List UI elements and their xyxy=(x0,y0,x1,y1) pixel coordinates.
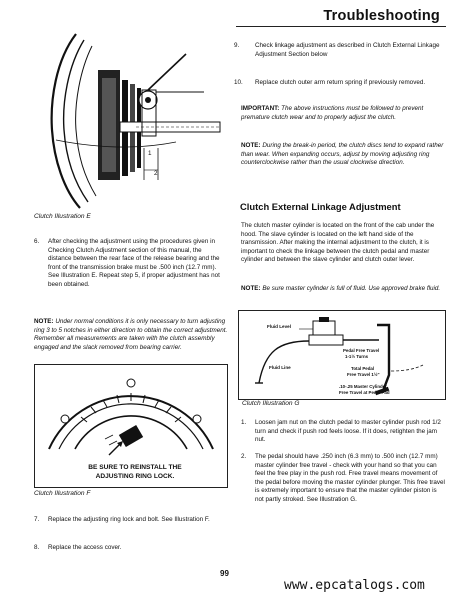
illustration-e-label-2: 2 xyxy=(154,170,158,177)
label-fluid-line: Fluid Line xyxy=(269,365,291,370)
break-in-note-label: NOTE: xyxy=(241,142,261,149)
caption-illustration-g: Clutch Illustration G xyxy=(242,400,300,407)
caption-illustration-e: Clutch Illustration E xyxy=(34,213,91,220)
fluid-note-label: NOTE: xyxy=(241,285,261,292)
step-10-number: 10. xyxy=(234,79,243,86)
adjusting-ring-note-label: NOTE: xyxy=(34,318,54,325)
break-in-note xyxy=(241,142,447,168)
important-note xyxy=(241,105,447,122)
step-7 xyxy=(34,516,226,525)
label-master-cylinder-value: Free Travel at Pedal Pad xyxy=(339,390,390,395)
linkage-step-1-text: Loosen jam nut on the clutch pedal to master cylinder push rod 1/2 turn and check if push rod feels loose. If it does, retighten the jam nut. xyxy=(255,419,441,444)
step-10-text: Replace clutch outer arm return spring if previously removed. xyxy=(255,79,426,86)
step-10 xyxy=(234,79,446,88)
illustration-e-label-1: 1 xyxy=(148,150,152,157)
linkage-step-2 xyxy=(241,453,447,505)
title-rule xyxy=(236,26,446,27)
step-7-number: 7. xyxy=(34,516,40,523)
label-pedal-free-travel-value: 1-1½ Turns xyxy=(345,354,369,359)
linkage-step-1-number: 1. xyxy=(241,419,247,426)
step-9 xyxy=(234,42,446,59)
clutch-e-drawing xyxy=(36,30,226,210)
label-total-pedal: Total Pedal xyxy=(351,366,375,371)
step-9-text: Check linkage adjustment as described in Clutch External Linkage Adjustment Section below xyxy=(255,42,440,58)
step-8-number: 8. xyxy=(34,544,40,551)
clutch-illustration-f xyxy=(34,364,228,488)
caption-illustration-f: Clutch Illustration F xyxy=(34,490,91,497)
linkage-step-2-number: 2. xyxy=(241,453,247,460)
clutch-illustration-e xyxy=(36,30,226,210)
label-pedal-free-travel: Pedal Free Travel xyxy=(343,348,380,353)
step-8-text: Replace the access cover. xyxy=(48,544,122,551)
fluid-note xyxy=(241,285,447,294)
label-fluid-level: Fluid Level xyxy=(267,324,291,329)
linkage-step-1 xyxy=(241,419,447,445)
page-title: Troubleshooting xyxy=(323,8,440,24)
adjusting-ring-note xyxy=(34,318,228,352)
step-7-text: Replace the adjusting ring lock and bolt. See Illustration F. xyxy=(48,516,210,523)
linkage-step-2-text: The pedal should have .250 inch (6.3 mm) to .500 inch (12.7 mm) master cylinder free travel - check with your hand so that you can feel the free play in the push rod. Free travel means movement of the pedal before moving the master cylinder plunger. This free travel is extremely important to ensure that the master cylinder piston is not partly stroked. See Illustration G. xyxy=(255,453,445,503)
step-6 xyxy=(34,238,226,290)
watermark: www.epcatalogs.com xyxy=(284,578,425,593)
label-total-pedal-value: Free Travel 1½" xyxy=(347,372,380,377)
adjusting-ring-note-text: Under normal conditions it is only necessary to turn adjusting ring 3 to 5 notches in either direction to obtain the correct adjustment. Remember all measurements are taken with the clutch assembly engaged and the slack removed from bearing carrier. xyxy=(34,318,228,351)
ring-lock-warning: BE SURE TO REINSTALL THE ADJUSTING RING LOCK. xyxy=(88,464,182,480)
important-text: The above instructions must be followed to prevent premature clutch wear and to properly adjust the clutch. xyxy=(241,105,424,121)
section-intro xyxy=(241,222,447,265)
fluid-note-text: Be sure master cylinder is full of fluid. Use approved brake fluid. xyxy=(262,285,441,292)
label-master-cylinder: .10-.25 Master Cylinder xyxy=(339,384,387,389)
section-intro-text: The clutch master cylinder is located on the front of the cab under the hood. The slave cylinder is located on the left hand side of the transmission. After making the internal adjustment to the clutch, it is important to check the linkage between the clutch pedal and master cylinder and between the slave cylinder and clutch outer lever. xyxy=(241,222,435,264)
section-heading: Clutch External Linkage Adjustment xyxy=(240,201,401,212)
step-8 xyxy=(34,544,226,553)
step-6-text: After checking the adjustment using the procedures given in Checking Clutch Adjustment section of this manual, the distance between the rear face of the release bearing and the front of the transmission brake must be .500 inch (12.7 mm). See Illustration E. Repeat step 5, if proper adjustment has not been obtained. xyxy=(48,238,220,288)
clutch-illustration-g xyxy=(238,310,446,400)
page-number: 99 xyxy=(220,569,229,578)
important-label: IMPORTANT: xyxy=(241,105,280,112)
step-6-number: 6. xyxy=(34,238,40,245)
step-9-number: 9. xyxy=(234,42,240,49)
break-in-note-text: During the break-in period, the clutch discs tend to expand rather than wear. When expanding occurs, adjust by moving adjusting ring counterclockwise rather than the usual clockwise direction. xyxy=(241,142,444,167)
